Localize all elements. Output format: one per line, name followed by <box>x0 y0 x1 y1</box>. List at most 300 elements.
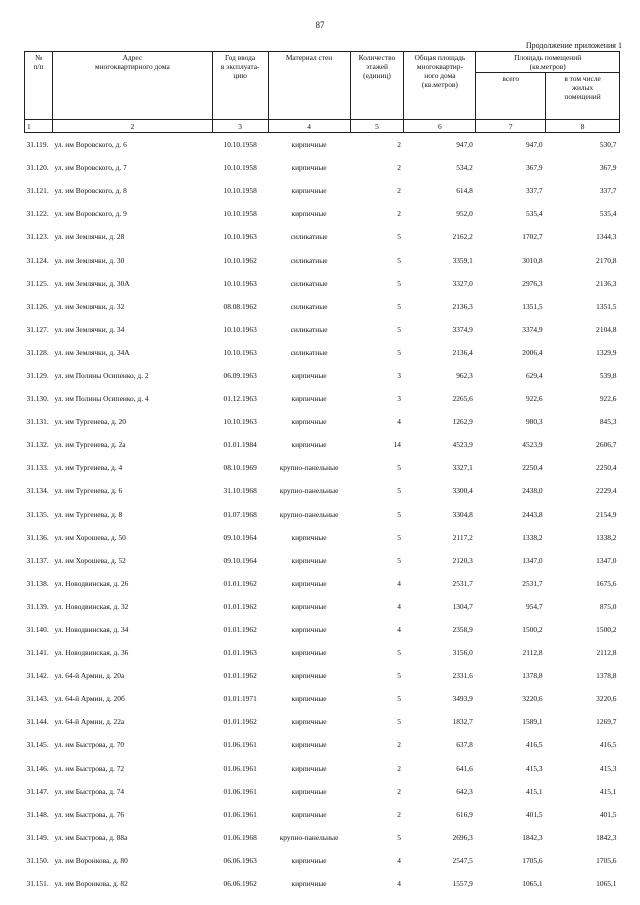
floors-cell: 4 <box>397 601 401 611</box>
table-row <box>25 526 620 549</box>
table-row <box>25 849 620 872</box>
address-cell: ул. Новодвинская, д. 34 <box>54 625 129 635</box>
header-premises-total: всего <box>476 73 546 120</box>
address-cell: ул. им Землячки, д. 34А <box>54 347 130 357</box>
total-area-cell: 2358,9 <box>452 625 473 635</box>
header-premises-living: в том числе жилых помещений <box>546 73 620 120</box>
column-index-1: 1 <box>25 120 53 133</box>
total-area-cell: 3374,9 <box>452 324 473 334</box>
total-area-cell: 1557,9 <box>452 879 473 889</box>
premises-total-cell: 954,7 <box>525 601 543 611</box>
premises-living-cell: 2170,8 <box>596 255 617 265</box>
row-number-cell: 31.126. <box>26 301 49 311</box>
premises-living-cell: 1347,0 <box>596 555 617 565</box>
table-row <box>25 549 620 572</box>
total-area-cell: 2547,5 <box>452 855 473 865</box>
premises-living-cell: 2112,8 <box>596 648 617 658</box>
premises-living-cell: 401,5 <box>599 809 617 819</box>
total-area-cell: 641,6 <box>456 763 473 773</box>
wall-material-cell: крупно-панельные <box>279 832 339 842</box>
floors-cell: 2 <box>397 763 401 773</box>
address-cell: ул. им Воровского, д. 9 <box>54 209 127 219</box>
wall-material-cell: кирпичные <box>291 763 327 773</box>
total-area-cell: 2162,2 <box>452 232 473 242</box>
floors-cell: 4 <box>397 625 401 635</box>
premises-living-cell: 415,3 <box>599 763 617 773</box>
premises-total-cell: 629,4 <box>525 370 543 380</box>
floors-cell: 2 <box>397 140 401 150</box>
address-cell: ул. им Тургенева, д. 2а <box>54 440 126 450</box>
year-built-cell: 10.10.1963 <box>223 324 257 334</box>
row-number-cell: 31.140. <box>26 625 49 635</box>
row-number-cell: 31.134. <box>26 486 49 496</box>
year-built-cell: 01.06.1961 <box>223 786 257 796</box>
address-cell: ул. им Тургенева, д. 6 <box>54 486 123 496</box>
total-area-cell: 3300,4 <box>452 486 473 496</box>
year-built-cell: 01.07.1968 <box>223 509 257 519</box>
premises-total-cell: 1338,2 <box>522 532 543 542</box>
table-row <box>25 179 620 202</box>
address-cell: ул. Новодвинская, д. 36 <box>54 648 129 658</box>
premises-living-cell: 530,7 <box>599 140 617 150</box>
premises-total-cell: 1500,2 <box>522 625 543 635</box>
address-cell: ул. им Воровского, д. 8 <box>54 186 127 196</box>
wall-material-cell: силикатные <box>290 301 328 311</box>
wall-material-cell: кирпичные <box>291 601 327 611</box>
header-year: Год ввода в эксплуата- цию <box>212 52 268 120</box>
row-number-cell: 31.138. <box>26 578 49 588</box>
wall-material-cell: кирпичные <box>291 740 327 750</box>
premises-living-cell: 1269,7 <box>596 717 617 727</box>
floors-cell: 5 <box>397 278 401 288</box>
premises-total-cell: 2531,7 <box>522 578 543 588</box>
address-cell: ул. им Воровского, д. 6 <box>54 140 127 150</box>
year-built-cell: 01.01.1962 <box>223 578 257 588</box>
premises-total-cell: 4523,9 <box>522 440 543 450</box>
premises-living-cell: 845,3 <box>599 417 617 427</box>
premises-living-cell: 1329,9 <box>596 347 617 357</box>
address-cell: ул. им Хорошева, д. 52 <box>54 555 126 565</box>
floors-cell: 5 <box>397 232 401 242</box>
address-cell: ул. 64-й Армии, д. 22а <box>54 717 125 727</box>
row-number-cell: 31.130. <box>26 394 49 404</box>
row-number-cell: 31.146. <box>26 763 49 773</box>
total-area-cell: 3156,0 <box>452 648 473 658</box>
premises-living-cell: 1344,3 <box>596 232 617 242</box>
premises-living-cell: 535,4 <box>599 209 617 219</box>
premises-living-cell: 2606,7 <box>596 440 617 450</box>
year-built-cell: 01.01.1962 <box>223 717 257 727</box>
floors-cell: 3 <box>397 394 401 404</box>
floors-cell: 2 <box>397 163 401 173</box>
wall-material-cell: силикатные <box>290 232 328 242</box>
premises-living-cell: 1705,6 <box>596 855 617 865</box>
column-index-5: 5 <box>350 120 404 133</box>
row-number-cell: 31.129. <box>26 370 49 380</box>
wall-material-cell: силикатные <box>290 347 328 357</box>
premises-living-cell: 2136,3 <box>596 278 617 288</box>
address-cell: ул. им Землячки, д. 28 <box>54 232 125 242</box>
wall-material-cell: кирпичные <box>291 879 327 889</box>
row-number-cell: 31.125. <box>26 278 49 288</box>
table-row <box>25 479 620 502</box>
wall-material-cell: силикатные <box>290 278 328 288</box>
wall-material-cell: кирпичные <box>291 417 327 427</box>
total-area-cell: 962,3 <box>456 370 473 380</box>
column-index-8: 8 <box>546 120 620 133</box>
table-row <box>25 780 620 803</box>
premises-living-cell: 416,5 <box>599 740 617 750</box>
row-number-cell: 31.131. <box>26 417 49 427</box>
premises-living-cell: 2154,9 <box>596 509 617 519</box>
year-built-cell: 01.06.1961 <box>223 763 257 773</box>
premises-living-cell: 1065,1 <box>596 879 617 889</box>
wall-material-cell: кирпичные <box>291 786 327 796</box>
address-cell: ул. им Хорошева, д. 50 <box>54 532 126 542</box>
year-built-cell: 06.06.1963 <box>223 855 257 865</box>
floors-cell: 4 <box>397 417 401 427</box>
premises-living-cell: 3220,6 <box>596 694 617 704</box>
floors-cell: 5 <box>397 347 401 357</box>
row-number-cell: 31.128. <box>26 347 49 357</box>
floors-cell: 2 <box>397 809 401 819</box>
row-number-cell: 31.141. <box>26 648 49 658</box>
year-built-cell: 01.06.1968 <box>223 832 257 842</box>
premises-living-cell: 337,7 <box>599 186 617 196</box>
year-built-cell: 01.01.1962 <box>223 601 257 611</box>
premises-total-cell: 2443,8 <box>522 509 543 519</box>
premises-total-cell: 1705,6 <box>522 855 543 865</box>
row-number-cell: 31.142. <box>26 671 49 681</box>
address-cell: ул. им Быстрова, д. 72 <box>54 763 125 773</box>
row-number-cell: 31.120. <box>26 163 49 173</box>
total-area-cell: 3327,1 <box>452 463 473 473</box>
premises-total-cell: 1842,3 <box>522 832 543 842</box>
table-row <box>25 156 620 179</box>
row-number-cell: 31.121. <box>26 186 49 196</box>
premises-total-cell: 2438,0 <box>522 486 543 496</box>
wall-material-cell: кирпичные <box>291 440 327 450</box>
address-cell: ул. им Тургенева, д. 20 <box>54 417 126 427</box>
premises-total-cell: 535,4 <box>525 209 543 219</box>
total-area-cell: 2136,4 <box>452 347 473 357</box>
floors-cell: 2 <box>397 740 401 750</box>
table-row <box>25 364 620 387</box>
header-total-area: Общая площадь многоквартир- ного дома (кв.метров) <box>404 52 476 120</box>
address-cell: ул. им Землячки, д. 34 <box>54 324 125 334</box>
floors-cell: 5 <box>397 717 401 727</box>
premises-total-cell: 980,3 <box>525 417 543 427</box>
wall-material-cell: кирпичные <box>291 648 327 658</box>
table-row <box>25 225 620 248</box>
year-built-cell: 01.01.1962 <box>223 625 257 635</box>
premises-total-cell: 1702,7 <box>522 232 543 242</box>
total-area-cell: 4523,9 <box>452 440 473 450</box>
row-number-cell: 31.139. <box>26 601 49 611</box>
floors-cell: 4 <box>397 855 401 865</box>
row-number-cell: 31.148. <box>26 809 49 819</box>
premises-living-cell: 2104,8 <box>596 324 617 334</box>
total-area-cell: 3359,1 <box>452 255 473 265</box>
premises-total-cell: 2976,3 <box>522 278 543 288</box>
address-cell: ул. им Полины Осипенко, д. 4 <box>54 394 149 404</box>
floors-cell: 5 <box>397 694 401 704</box>
wall-material-cell: крупно-панельные <box>279 509 339 519</box>
wall-material-cell: кирпичные <box>291 694 327 704</box>
premises-living-cell: 1338,2 <box>596 532 617 542</box>
premises-total-cell: 415,3 <box>525 763 543 773</box>
year-built-cell: 01.06.1961 <box>223 740 257 750</box>
total-area-cell: 3304,8 <box>452 509 473 519</box>
header-num: № п/п <box>25 52 53 120</box>
header-address: Адрес многоквартирного дома <box>52 52 212 120</box>
total-area-cell: 616,9 <box>456 809 473 819</box>
total-area-cell: 3327,0 <box>452 278 473 288</box>
premises-living-cell: 922,6 <box>599 394 617 404</box>
wall-material-cell: кирпичные <box>291 209 327 219</box>
table-row <box>25 572 620 595</box>
year-built-cell: 01.01.1962 <box>223 671 257 681</box>
year-built-cell: 10.10.1963 <box>223 417 257 427</box>
row-number-cell: 31.150. <box>26 855 49 865</box>
wall-material-cell: кирпичные <box>291 671 327 681</box>
column-index-3: 3 <box>212 120 268 133</box>
premises-total-cell: 922,6 <box>525 394 543 404</box>
total-area-cell: 534,2 <box>456 163 473 173</box>
table-row <box>25 687 620 710</box>
floors-cell: 2 <box>397 186 401 196</box>
year-built-cell: 01.01.1984 <box>223 440 257 450</box>
premises-living-cell: 539,8 <box>599 370 617 380</box>
total-area-cell: 2120,3 <box>452 555 473 565</box>
year-built-cell: 10.10.1958 <box>223 209 257 219</box>
floors-cell: 5 <box>397 463 401 473</box>
floors-cell: 5 <box>397 301 401 311</box>
address-cell: ул. 64-й Армии, д. 20б <box>54 694 125 704</box>
premises-living-cell: 2229,4 <box>596 486 617 496</box>
row-number-cell: 31.133. <box>26 463 49 473</box>
column-index-2: 2 <box>52 120 212 133</box>
premises-total-cell: 2112,8 <box>522 648 543 658</box>
year-built-cell: 01.01.1963 <box>223 648 257 658</box>
table-row <box>25 872 620 895</box>
premises-living-cell: 875,0 <box>599 601 617 611</box>
row-number-cell: 31.149. <box>26 832 49 842</box>
address-cell: ул. им Воровского, д. 7 <box>54 163 127 173</box>
table-header <box>25 52 620 133</box>
total-area-cell: 642,3 <box>456 786 473 796</box>
floors-cell: 2 <box>397 209 401 219</box>
table-row <box>25 503 620 526</box>
row-number-cell: 31.145. <box>26 740 49 750</box>
year-built-cell: 06.09.1963 <box>223 370 257 380</box>
column-index-6: 6 <box>404 120 476 133</box>
wall-material-cell: кирпичные <box>291 394 327 404</box>
premises-total-cell: 947,0 <box>525 140 543 150</box>
row-number-cell: 31.151. <box>26 879 49 889</box>
year-built-cell: 01.06.1961 <box>223 809 257 819</box>
year-built-cell: 10.10.1963 <box>223 347 257 357</box>
row-number-cell: 31.137. <box>26 555 49 565</box>
table-row <box>25 248 620 271</box>
table-row <box>25 295 620 318</box>
row-number-cell: 31.132. <box>26 440 49 450</box>
total-area-cell: 952,0 <box>456 209 473 219</box>
address-cell: ул. им Тургенева, д. 8 <box>54 509 123 519</box>
table-row <box>25 803 620 826</box>
row-number-cell: 31.147. <box>26 786 49 796</box>
total-area-cell: 1262,9 <box>452 417 473 427</box>
floors-cell: 4 <box>397 879 401 889</box>
continuation-note: Продолжение приложения 1 <box>525 41 622 50</box>
floors-cell: 5 <box>397 555 401 565</box>
wall-material-cell: кирпичные <box>291 855 327 865</box>
column-index-4: 4 <box>268 120 350 133</box>
table-row <box>25 456 620 479</box>
year-built-cell: 10.10.1963 <box>223 278 257 288</box>
wall-material-cell: силикатные <box>290 324 328 334</box>
premises-total-cell: 1065,1 <box>522 879 543 889</box>
table-row <box>25 710 620 733</box>
table-row <box>25 133 620 157</box>
table-row <box>25 433 620 456</box>
address-cell: ул. им Тургенева, д. 4 <box>54 463 123 473</box>
floors-cell: 4 <box>397 578 401 588</box>
year-built-cell: 10.10.1958 <box>223 163 257 173</box>
wall-material-cell: кирпичные <box>291 532 327 542</box>
year-built-cell: 06.06.1962 <box>223 879 257 889</box>
wall-material-cell: силикатные <box>290 255 328 265</box>
address-cell: ул. им Быстрова, д. 88а <box>54 832 128 842</box>
table-row <box>25 410 620 433</box>
row-number-cell: 31.135. <box>26 509 49 519</box>
table-row <box>25 595 620 618</box>
premises-total-cell: 3010,8 <box>522 255 543 265</box>
floors-cell: 5 <box>397 832 401 842</box>
floors-cell: 5 <box>397 648 401 658</box>
floors-cell: 5 <box>397 671 401 681</box>
row-number-cell: 31.119. <box>26 140 49 150</box>
year-built-cell: 09.10.1964 <box>223 555 257 565</box>
table-row <box>25 757 620 780</box>
table-row <box>25 387 620 410</box>
floors-cell: 5 <box>397 509 401 519</box>
floors-cell: 5 <box>397 486 401 496</box>
row-number-cell: 31.143. <box>26 694 49 704</box>
year-built-cell: 10.10.1962 <box>223 255 257 265</box>
premises-living-cell: 415,1 <box>599 786 617 796</box>
header-premises-area: Площадь помещений (кв.метров) <box>476 52 620 73</box>
year-built-cell: 08.08.1962 <box>223 301 257 311</box>
year-built-cell: 31.10.1968 <box>223 486 257 496</box>
premises-total-cell: 3220,6 <box>522 694 543 704</box>
table-row <box>25 318 620 341</box>
total-area-cell: 2136,3 <box>452 301 473 311</box>
total-area-cell: 2265,6 <box>452 394 473 404</box>
year-built-cell: 10.10.1958 <box>223 140 257 150</box>
header-floors: Количество этажей (единиц) <box>350 52 404 120</box>
table-row <box>25 664 620 687</box>
address-cell: ул. им Воронкова, д. 82 <box>54 879 128 889</box>
year-built-cell: 08.10.1969 <box>223 463 257 473</box>
wall-material-cell: кирпичные <box>291 186 327 196</box>
floors-cell: 3 <box>397 370 401 380</box>
premises-total-cell: 1347,0 <box>522 555 543 565</box>
address-cell: ул. Новодвинская, д. 26 <box>54 578 129 588</box>
premises-living-cell: 2250,4 <box>596 463 617 473</box>
row-number-cell: 31.124. <box>26 255 49 265</box>
premises-total-cell: 416,5 <box>525 740 543 750</box>
row-number-cell: 31.144. <box>26 717 49 727</box>
row-number-cell: 31.127. <box>26 324 49 334</box>
address-cell: ул. им Быстрова, д. 74 <box>54 786 125 796</box>
housing-table <box>24 51 620 895</box>
page-number: 87 <box>315 20 325 30</box>
premises-total-cell: 2250,4 <box>522 463 543 473</box>
row-number-cell: 31.136. <box>26 532 49 542</box>
address-cell: ул. им Быстрова, д. 76 <box>54 809 125 819</box>
year-built-cell: 01.12.1963 <box>223 394 257 404</box>
floors-cell: 5 <box>397 255 401 265</box>
floors-cell: 14 <box>393 440 401 450</box>
wall-material-cell: кирпичные <box>291 163 327 173</box>
address-cell: ул. им Быстрова, д. 70 <box>54 740 125 750</box>
wall-material-cell: кирпичные <box>291 370 327 380</box>
premises-total-cell: 401,5 <box>525 809 543 819</box>
year-built-cell: 01.01.1971 <box>223 694 257 704</box>
address-cell: ул. им Землячки, д. 30А <box>54 278 130 288</box>
header-material: Материал стен <box>268 52 350 120</box>
table-row <box>25 641 620 664</box>
table-row <box>25 826 620 849</box>
premises-total-cell: 415,1 <box>525 786 543 796</box>
premises-total-cell: 1589,1 <box>522 717 543 727</box>
address-cell: ул. им Воронкова, д. 80 <box>54 855 128 865</box>
total-area-cell: 947,0 <box>456 140 473 150</box>
wall-material-cell: кирпичные <box>291 625 327 635</box>
column-index-7: 7 <box>476 120 546 133</box>
row-number-cell: 31.122. <box>26 209 49 219</box>
floors-cell: 5 <box>397 324 401 334</box>
total-area-cell: 3493,9 <box>452 694 473 704</box>
wall-material-cell: крупно-панельные <box>279 463 339 473</box>
total-area-cell: 1304,7 <box>452 601 473 611</box>
premises-total-cell: 1351,5 <box>522 301 543 311</box>
table-row <box>25 272 620 295</box>
total-area-cell: 2531,7 <box>452 578 473 588</box>
premises-total-cell: 1378,8 <box>522 671 543 681</box>
wall-material-cell: кирпичные <box>291 809 327 819</box>
address-cell: ул. им Полины Осипенко, д. 2 <box>54 370 149 380</box>
wall-material-cell: кирпичные <box>291 555 327 565</box>
floors-cell: 2 <box>397 786 401 796</box>
address-cell: ул. им Землячки, д. 32 <box>54 301 125 311</box>
year-built-cell: 10.10.1958 <box>223 186 257 196</box>
address-cell: ул. Новодвинская, д. 32 <box>54 601 129 611</box>
column-index-row <box>25 120 620 133</box>
premises-living-cell: 1842,3 <box>596 832 617 842</box>
table-row <box>25 618 620 641</box>
premises-living-cell: 1675,6 <box>596 578 617 588</box>
address-cell: ул. 64-й Армии, д. 20а <box>54 671 125 681</box>
year-built-cell: 09.10.1964 <box>223 532 257 542</box>
premises-total-cell: 337,7 <box>525 186 543 196</box>
premises-living-cell: 367,9 <box>599 163 617 173</box>
premises-living-cell: 1378,8 <box>596 671 617 681</box>
premises-total-cell: 3374,9 <box>522 324 543 334</box>
premises-total-cell: 2006,4 <box>522 347 543 357</box>
year-built-cell: 10.10.1963 <box>223 232 257 242</box>
